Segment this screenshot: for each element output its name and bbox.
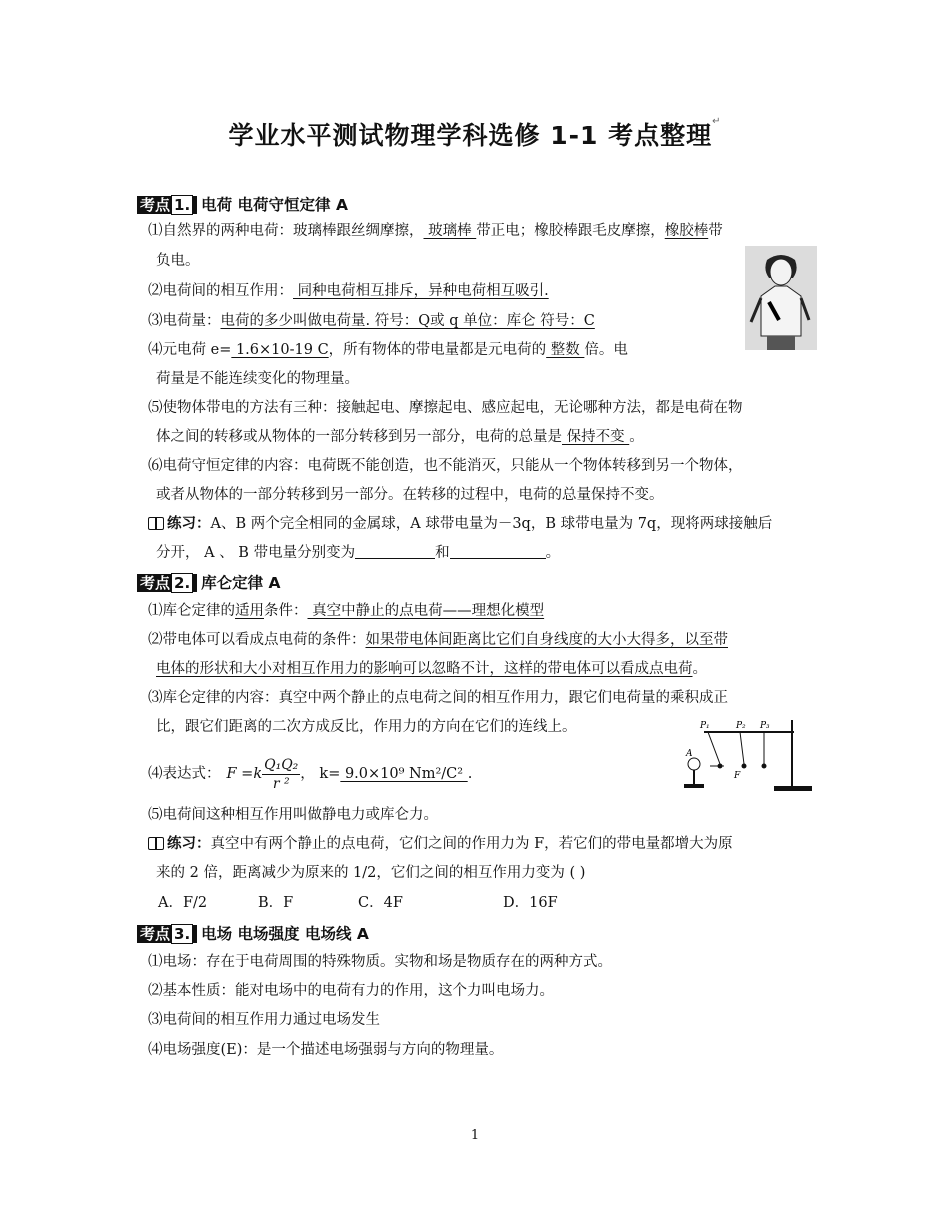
- book-icon: [148, 517, 164, 529]
- tag-number: 3.: [171, 924, 193, 944]
- section-tag: [137, 574, 197, 592]
- s2-line-2: ⑵带电体可以看成点电荷的条件：如果带电体间距离比它们自身线度的大小大得多，以至带: [148, 632, 728, 648]
- tag-label: 考点: [140, 574, 171, 592]
- section-heading-3: [137, 922, 369, 944]
- s3-line-1: ⑴电场：存在于电荷周围的特殊物质。实物和场是物质存在的两种方式。: [148, 954, 612, 970]
- s1-line-4: ⑷元电荷 e= 1.6×10-19 C，所有物体的带电量都是元电荷的 整数 倍。电: [148, 342, 628, 358]
- s2-line-1: ⑴库仑定律的适用条件： 真空中静止的点电荷——理想化模型: [148, 603, 545, 619]
- exercise-label: 练习：: [167, 836, 211, 852]
- rubbing-rod-figure: [745, 246, 817, 350]
- s1-exercise: 练习：A、B 两个完全相同的金属球，A 球带电量为－3q，B 球带电量为 7q，现将两球接触后: [148, 514, 816, 534]
- s1-line-5: ⑸使物体带电的方法有三种：接触起电、摩擦起电、感应起电，无论哪种方法，都是电荷在物: [148, 400, 743, 416]
- answer-blank-a[interactable]: [355, 544, 435, 559]
- answer-condition: 真空中静止的点电荷——理想化模型: [307, 603, 545, 619]
- s2-exercise-cont: 来的 2 倍，距离减少为原来的 1/2，它们之间的相互作用力变为 ( ): [156, 865, 586, 881]
- answer-rubber-rod: 橡胶棒: [664, 223, 709, 239]
- answer-integer: 整数: [546, 342, 585, 358]
- s2-line-3-cont: 比，跟它们距离的二次方成反比，作用力的方向在它们的连线上。: [156, 719, 577, 735]
- option-a[interactable]: A．F/2: [158, 895, 208, 911]
- answer-conserved: 保持不变: [562, 429, 630, 445]
- option-d[interactable]: D．16F: [503, 895, 558, 911]
- s3-line-3: ⑶电荷间的相互作用力通过电场发生: [148, 1012, 380, 1028]
- tag-label: 考点: [140, 925, 171, 943]
- answer-point-charge: 如果带电体间距离比它们自身线度的大小大得多，以至带: [365, 632, 728, 648]
- tag-number: 2.: [171, 573, 193, 593]
- s2-line-4-formula: ⑷表达式： F =k $\frac{\text{Q₁Q₂}}{\text{r ²}}$ ， k= 9.0×10⁹ Nm²/C² .: [148, 756, 473, 792]
- answer-charge-quantity: 电荷的多少叫做电荷量. 符号：Q或 q 单位：库仑 符号：C: [220, 313, 595, 329]
- tag-label: 考点: [140, 196, 171, 214]
- s1-line-2: ⑵电荷间的相互作用： 同种电荷相互排斥，异种电荷相互吸引.: [148, 283, 549, 299]
- page-number: 1: [470, 1128, 480, 1143]
- section-heading-2: [137, 571, 281, 593]
- s3-line-4: ⑷电场强度(E)：是一个描述电场强弱与方向的物理量。: [148, 1042, 504, 1058]
- answer-blank-b[interactable]: [450, 544, 546, 559]
- s1-line-6-cont: 或者从物体的一部分转移到另一部分。在转移的过程中，电荷的总量保持不变。: [156, 487, 664, 503]
- option-c[interactable]: C．4F: [358, 895, 403, 911]
- s1-line-1-cont: 负电。: [156, 253, 200, 269]
- section-tag: [137, 925, 197, 943]
- s3-line-2: ⑵基本性质：能对电场中的电荷有力的作用，这个力叫电场力。: [148, 983, 554, 999]
- answer-elementary-charge: 1.6×10-19 C: [231, 342, 329, 358]
- s1-line-3: ⑶电荷量：电荷的多少叫做电荷量. 符号：Q或 q 单位：库仑 符号：C: [148, 313, 595, 329]
- label-a: A: [686, 749, 693, 759]
- formula-lhs: F =k: [226, 766, 263, 782]
- answer-interaction: 同种电荷相互排斥，异种电荷相互吸引.: [293, 283, 549, 299]
- s1-exercise-cont: 分开， A 、 B 带电量分别变为 和 。: [156, 545, 561, 561]
- label-f: F: [734, 771, 741, 781]
- section-title: 电场 电场强度 电场线 A: [201, 925, 369, 943]
- s2-line-5: ⑸电荷间这种相互作用叫做静电力或库仑力。: [148, 807, 438, 823]
- s2-line-3: ⑶库仑定律的内容：真空中两个静止的点电荷之间的相互作用力，跟它们电荷量的乘积成正: [148, 690, 728, 706]
- option-b[interactable]: B．F: [258, 895, 294, 911]
- s2-options: [158, 893, 826, 913]
- label-p2: P₂: [736, 721, 746, 731]
- s1-line-1: ⑴自然界的两种电荷：玻璃棒跟丝绸摩擦， 玻璃棒 带正电；橡胶棒跟毛皮摩擦，橡胶棒带: [148, 223, 723, 239]
- answer-glass-rod: 玻璃棒: [423, 223, 477, 239]
- coulomb-apparatus-figure: [680, 716, 815, 794]
- s2-line-2-cont: 电体的形状和大小对相互作用力的影响可以忽略不计，这样的带电体可以看成点电荷。: [156, 661, 707, 677]
- paragraph-mark: ↵: [712, 116, 722, 127]
- tag-number: 1.: [171, 195, 193, 215]
- exercise-label: 练习：: [167, 516, 211, 532]
- book-icon: [148, 837, 164, 849]
- s1-line-5-cont: 体之间的转移或从物体的一部分转移到另一部分，电荷的总量是 保持不变 。: [156, 429, 644, 445]
- title-text: 学业水平测试物理学科选修 1-1 考点整理: [228, 121, 713, 150]
- label-p1: P₁: [700, 721, 710, 731]
- coulomb-fraction: $\frac{\text{Q₁Q₂}}{\text{r ²}}$: [264, 756, 299, 792]
- s1-line-6: ⑹电荷守恒定律的内容：电荷既不能创造，也不能消灭，只能从一个物体转移到另一个物体，: [148, 458, 743, 474]
- section-tag: [137, 196, 197, 214]
- page-title: [0, 116, 950, 152]
- s2-exercise: 练习：真空中有两个静止的点电荷，它们之间的作用力为 F，若它们的带电量都增大为原: [148, 834, 816, 854]
- section-heading-1: [137, 193, 348, 215]
- section-title: 电荷 电荷守恒定律 A: [201, 196, 348, 214]
- answer-k-value: 9.0×10⁹ Nm²/C²: [340, 766, 468, 782]
- label-p3: P₃: [760, 721, 770, 731]
- s1-line-4-cont: 荷量是不能连续变化的物理量。: [156, 371, 359, 387]
- section-title: 库仑定律 A: [201, 574, 281, 592]
